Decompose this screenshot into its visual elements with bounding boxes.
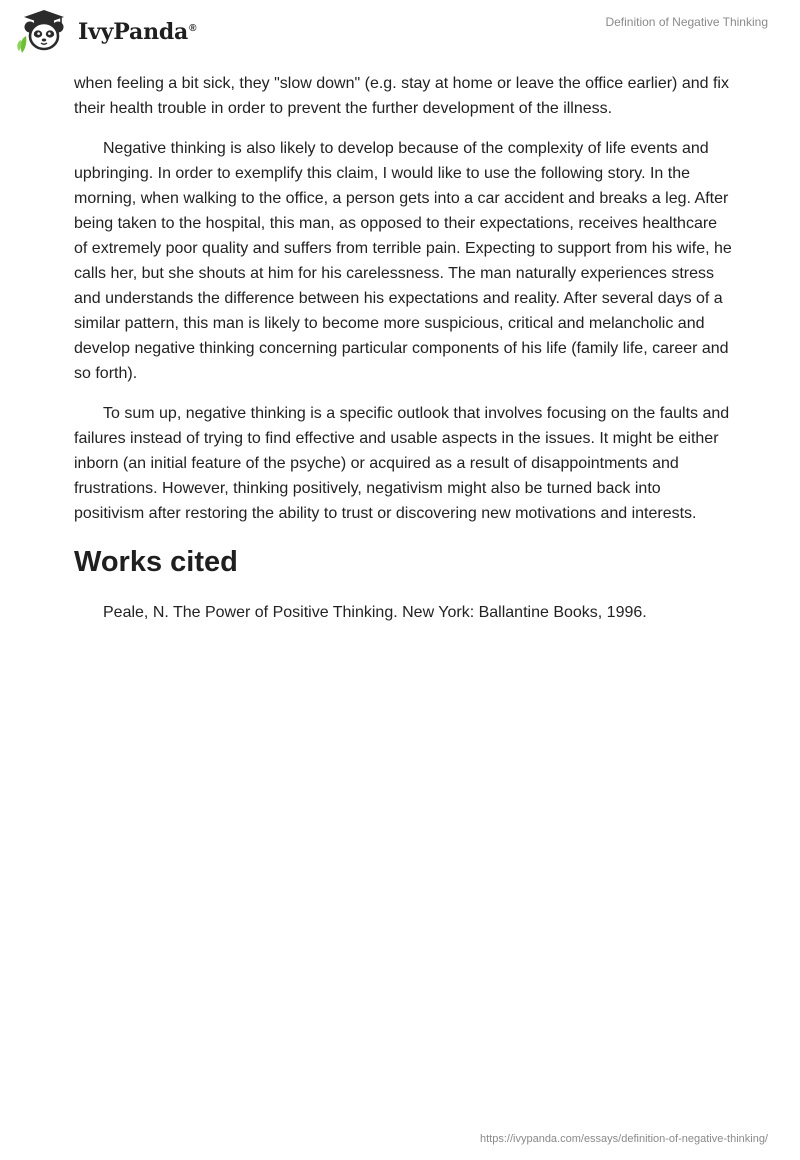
logo-wordmark bbox=[78, 19, 196, 45]
source-url[interactable]: https://ivypanda.com/essays/definition-of-negative-thinking/ bbox=[480, 1133, 768, 1145]
body-paragraph: Negative thinking is also likely to develop because of the complexity of life events and upbringing. In order to exemplify this claim, I would like to use the following story. In the morning, when walking to the office, a person gets into a car accident and breaks a leg. After being taken to the hospital, this man, as opposed to their expectations, receives healthcare of extremely poor quality and suffers from terrible pain. Expecting to support from his wife, he calls her, but she shouts at him for his carelessness. The man naturally experiences stress and understands the difference between his expectations and reality. After several days of a similar pattern, this man is likely to become more suspicious, critical and melancholic and develop negative thinking concerning particular components of his life (family life, career and so forth). bbox=[74, 140, 732, 382]
body-paragraph: when feeling a bit sick, they "slow down" (e.g. stay at home or leave the office earlier) and fix their health trouble in order to prevent the further development of the illness. bbox=[74, 75, 729, 117]
registered-mark: ® bbox=[189, 22, 197, 34]
running-title: Definition of Negative Thinking bbox=[605, 15, 768, 29]
works-cited-heading: Works cited bbox=[74, 546, 238, 578]
ivypanda-logo[interactable] bbox=[16, 9, 196, 53]
body-paragraph: To sum up, negative thinking is a specific outlook that involves focusing on the faults and failures instead of trying to find effective and usable aspects in the issues. It might be either inborn (an initial feature of the psyche) or acquired as a result of disappointments and frustrations. However, thinking positively, negativism might also be turned back into positivism after restoring the ability to trust or discovering new motivations and interests. bbox=[74, 405, 730, 522]
citation-entry: Peale, N. The Power of Positive Thinking. New York: Ballantine Books, 1996. bbox=[103, 604, 647, 621]
page-header bbox=[0, 0, 800, 66]
panda-graduate-icon bbox=[16, 9, 72, 53]
brand-name: IvyPanda bbox=[78, 19, 189, 45]
essay-content bbox=[74, 71, 734, 625]
